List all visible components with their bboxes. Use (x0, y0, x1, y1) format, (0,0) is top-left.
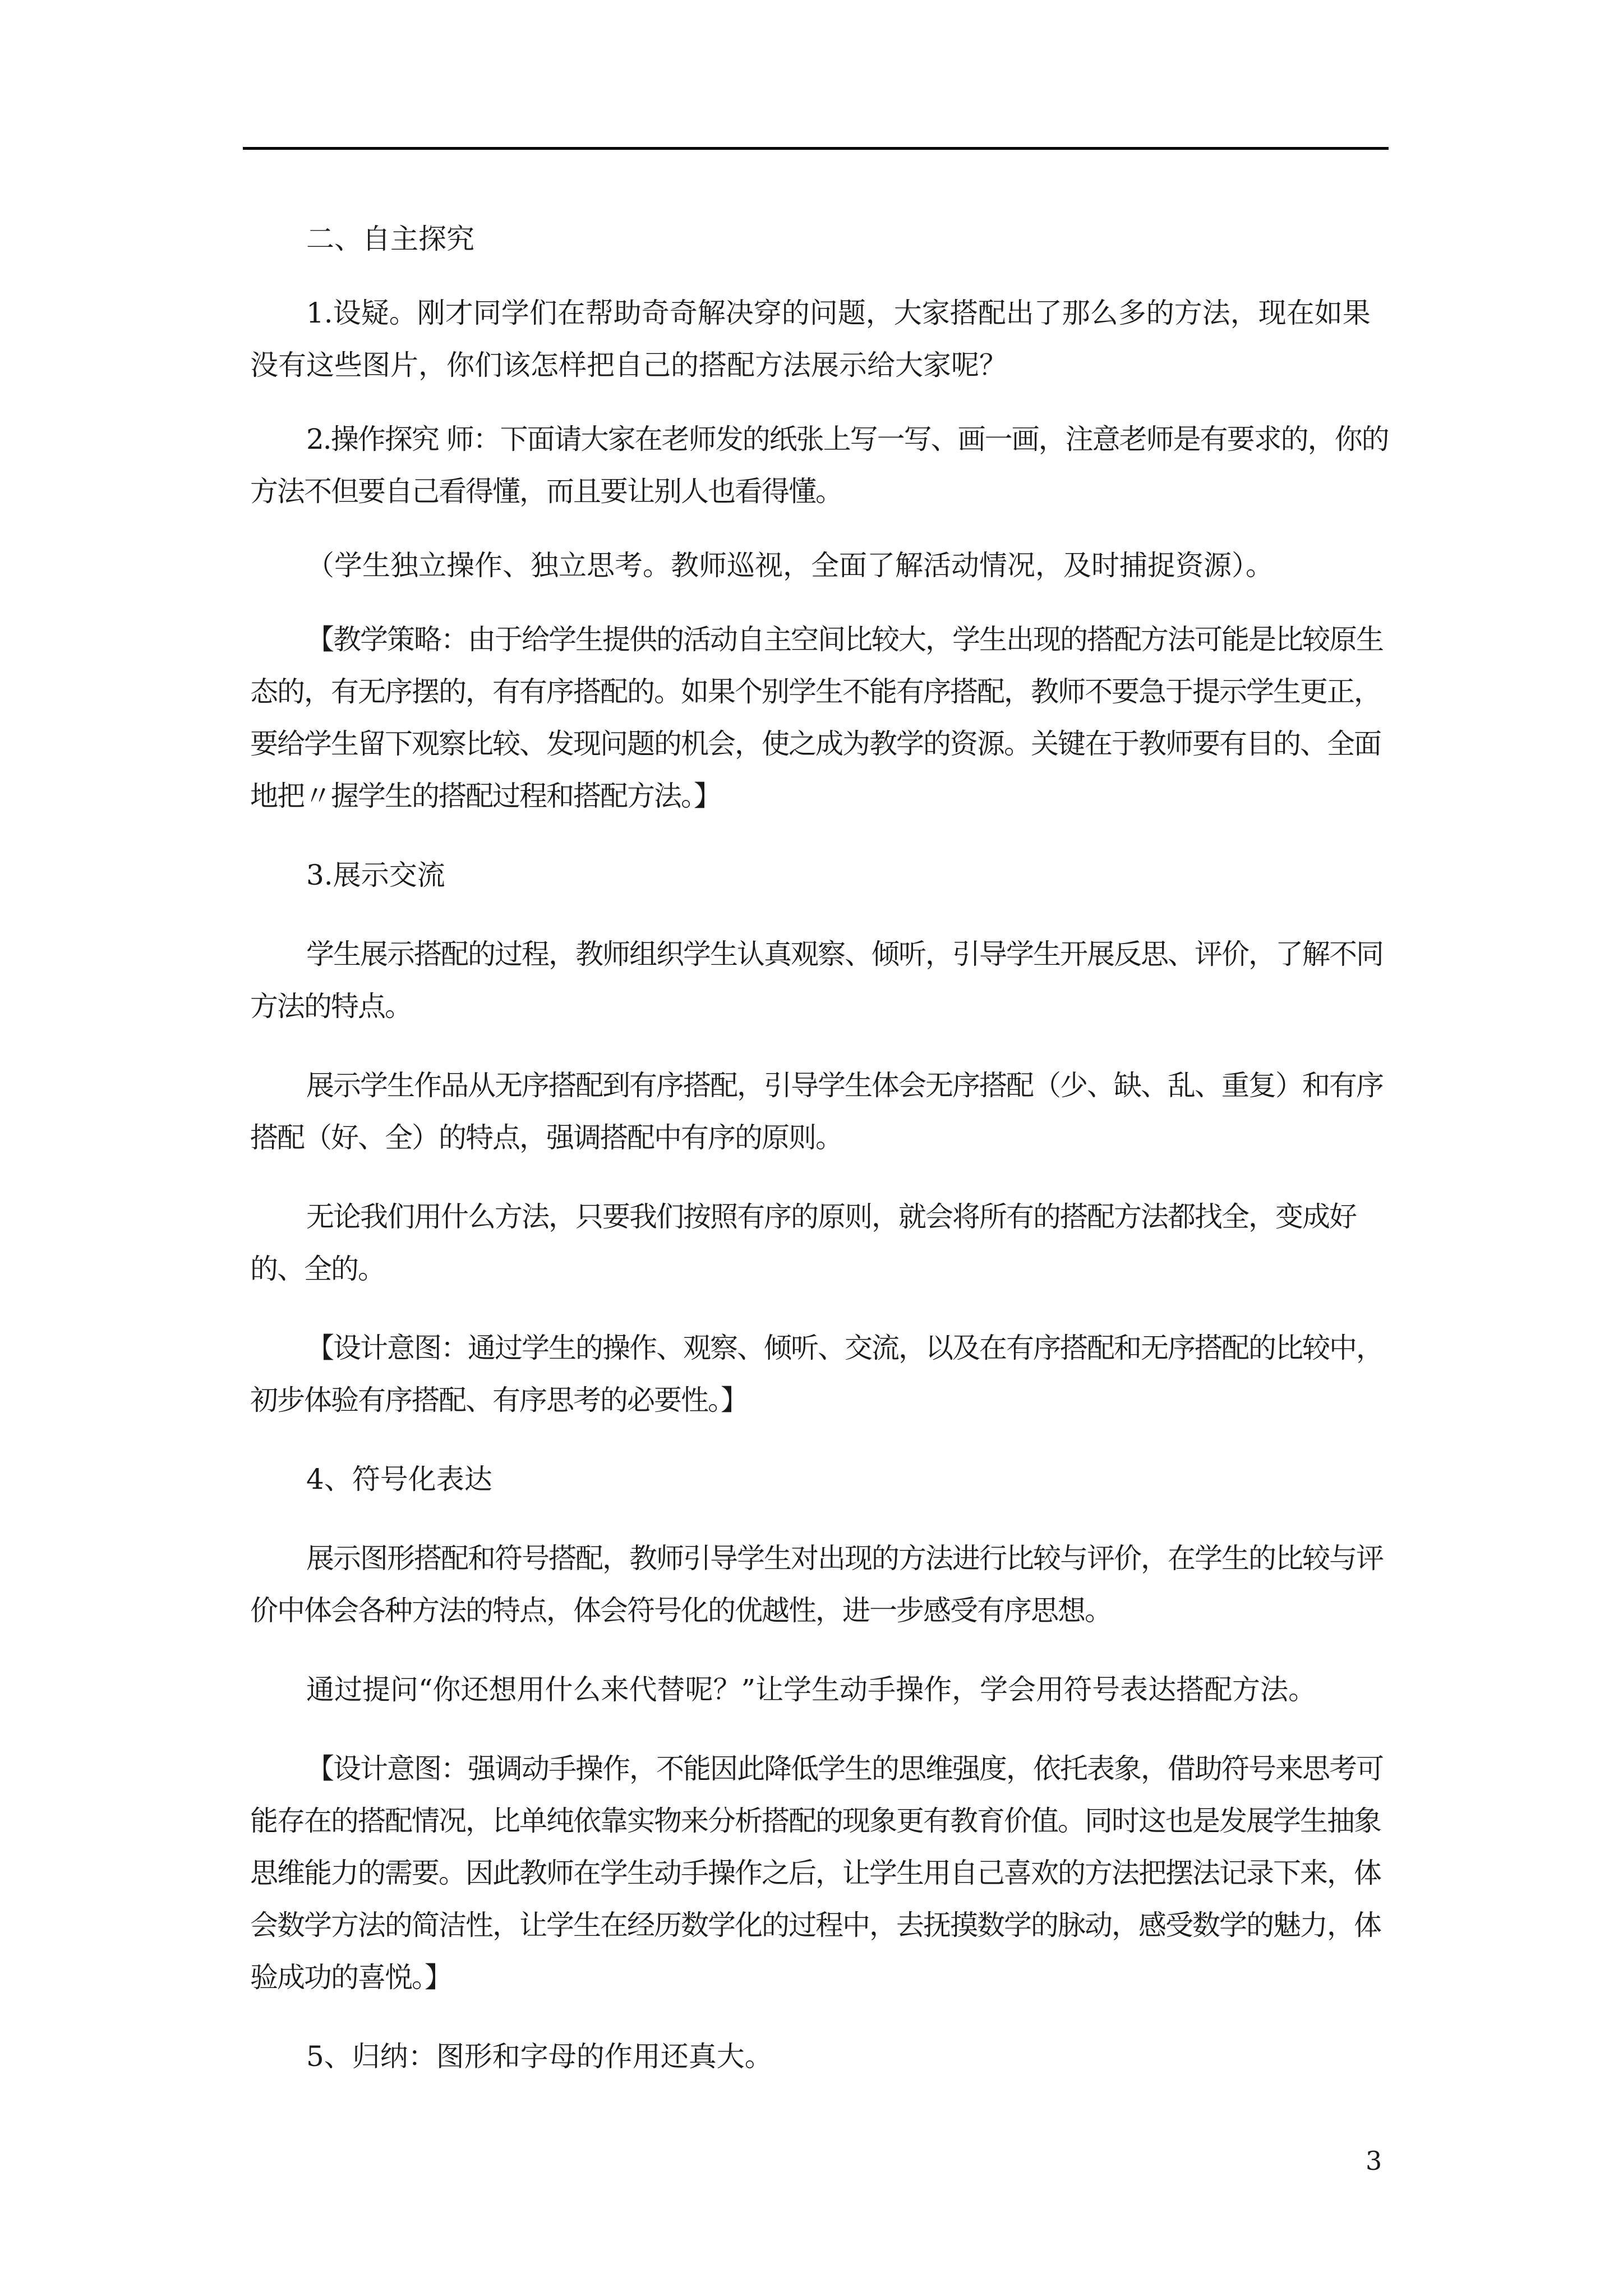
paragraph-graphic-symbol-matching: 展示图形搭配和符号搭配，教师引导学生对出现的方法进行比较与评价，在学生的比较与评价中体会各种方法的特点，体会符号化的优越性，进一步感受有序思想。 (250, 1542, 1383, 1627)
paragraph-questioning: 1.设疑。刚才同学们在帮助奇奇解决穿的问题，大家搭配出了那么多的方法，现在如果没有这些图片，你们该怎样把自己的搭配方法展示给大家呢？ (250, 297, 1371, 381)
paragraph-ordered-principle: 无论我们用什么方法，只要我们按照有序的原则，就会将所有的搭配方法都找全，变成好的、全的。 (250, 1200, 1356, 1285)
paragraph-question-prompt: 通过提问“你还想用什么来代替呢？”让学生动手操作，学会用符号表达搭配方法。 (306, 1673, 1317, 1706)
page-number: 3 (1366, 2146, 1382, 2176)
header-rule (243, 147, 1389, 150)
paragraph-student-works: 展示学生作品从无序搭配到有序搭配，引导学生体会无序搭配（少、缺、乱、重复）和有序搭配（好、全）的特点，强调搭配中有序的原则。 (250, 1069, 1383, 1154)
subheading-summary: 5、归纳：图形和字母的作用还真大。 (306, 2040, 773, 2073)
paragraph-student-activity-note: （学生独立操作、独立思考。教师巡视，全面了解活动情况，及时捕捉资源）。 (306, 549, 1274, 582)
subheading-symbolic-expression: 4、符号化表达 (306, 1463, 492, 1496)
subheading-display-exchange: 3.展示交流 (306, 859, 445, 891)
paragraph-operation-exploration: 2.操作探究 师：下面请大家在老师发的纸张上写一写、画一画，注意老师是有要求的，你的方法不但要自己看得懂，而且要让别人也看得懂。 (250, 423, 1389, 508)
paragraph-design-intent-2: 【设计意图：强调动手操作，不能因此降低学生的思维强度，依托表象，借助符号来思考可能存在的搭配情况，比单纯依靠实物来分析搭配的现象更有教育价值。同时这也是发展学生抽象思维能力的需要。因此教师在学生动手操作之后，让学生用自己喜欢的方法把摆法记录下来，体会数学方法的简洁性，让学生在经历数学化的过程中，去抚摸数学的脉动，感受数学的魅力，体验成功的喜悦。】 (250, 1752, 1383, 1994)
section-heading-self-exploration: 二、自主探究 (306, 223, 474, 255)
document-body (250, 213, 1394, 2083)
paragraph-teaching-strategy: 【教学策略：由于给学生提供的活动自主空间比较大，学生出现的搭配方法可能是比较原生态的，有无序摆的，有有序搭配的。如果个别学生不能有序搭配，教师不要急于提示学生更正，要给学生留下观察比较、发现问题的机会，使之成为教学的资源。关键在于教师要有目的、全面地把〃握学生的搭配过程和搭配方法。】 (250, 623, 1383, 812)
paragraph-display-process: 学生展示搭配的过程，教师组织学生认真观察、倾听，引导学生开展反思、评价，了解不同方法的特点。 (250, 938, 1383, 1023)
paragraph-design-intent-1: 【设计意图：通过学生的操作、观察、倾听、交流，以及在有序搭配和无序搭配的比较中，初步体验有序搭配、有序思考的必要性。】 (250, 1332, 1383, 1416)
